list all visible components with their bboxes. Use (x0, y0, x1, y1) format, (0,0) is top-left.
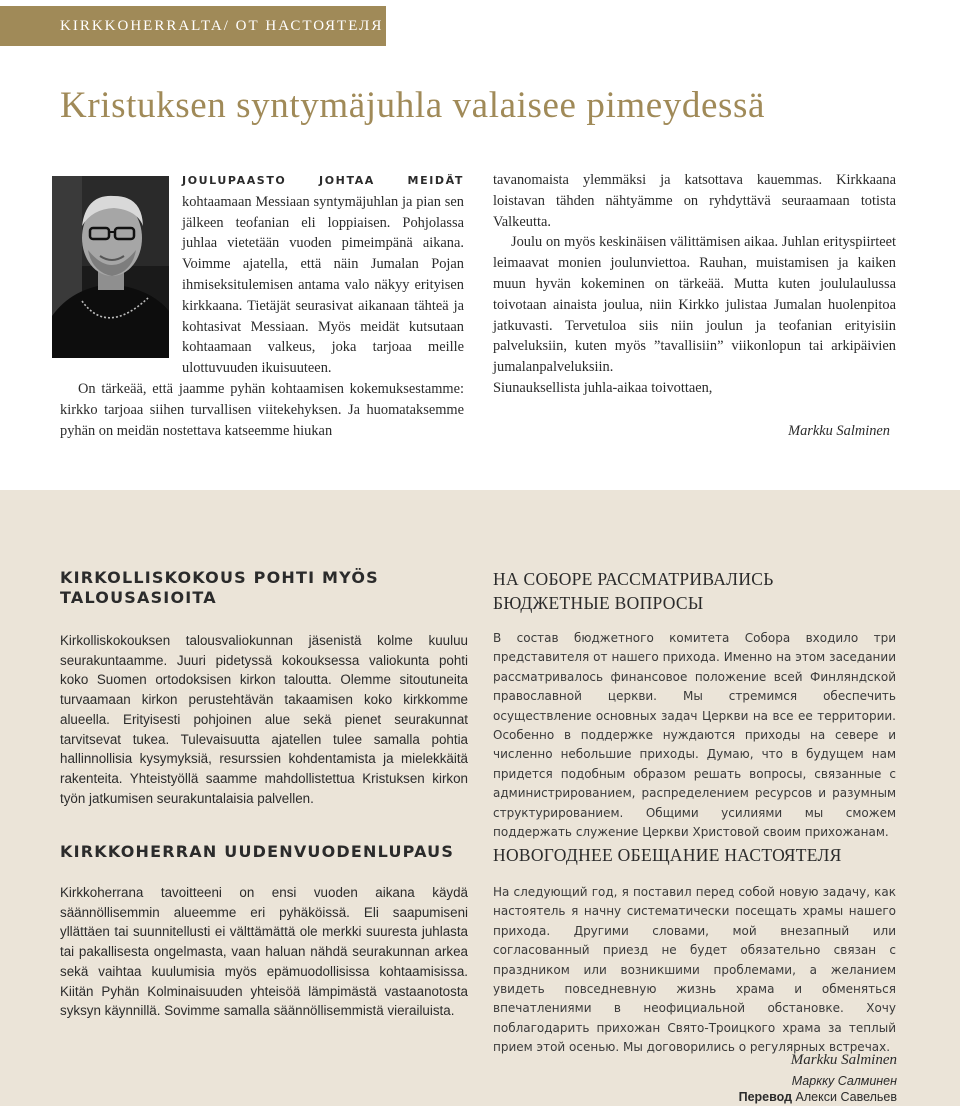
article-column-2 (493, 170, 896, 399)
col1-continuation (60, 379, 464, 441)
translation-label: Перевод (738, 1090, 793, 1104)
author-portrait (52, 176, 169, 358)
lead-in: JOULUPAASTO JOHTAA MEIDÄT (182, 174, 464, 187)
intro-paragraph (182, 170, 464, 379)
signature-fi: Markku Salminen (790, 1052, 897, 1068)
fi-heading-promise: KIRKKOHERRAN UUDENVUODENLUPAUS (60, 842, 455, 861)
fi-heading-council: KIRKOLLISKOKOUS POHTI MYÖS TALOUSASIOITA (60, 568, 379, 607)
col1-paragraph: On tärkeää, että jaamme pyhän kohtaamisen kokemuksestamme: kirkko tarjoaa siihen turvallisen viitekehyksen. Ja huomataksemme pyhän on meidän nostettava katseemme hiukan (60, 381, 464, 439)
ru-heading-council-line2: БЮДЖЕТНЫЕ ВОПРОСЫ (493, 593, 704, 613)
translation-credit (700, 1090, 897, 1104)
col2-paragraph-2: Joulu on myös keskinäisen välittämisen aikaa. Juhlan erityspiirteet leimaavat monien joulunviettoa. Rauhan, muistamisen ja kaiken muun hyvän kokeminen on tärkeää. Mutta kuten joululaulussa toivotaan ainaista joulua, niin Kirkko julistaa Jumalan huolenpitoa jatkuvasti. Tervetuloa siis niin joulun ja teofanian erityisiin palveluksiin, kuten myös ”tavallisiin” viikonlopun tai arkipäivien jumalanpalveluksiin. (493, 234, 896, 376)
col2-paragraph-1: tavanomaista ylemmäksi ja katsottava kauemmas. Kirkkaana loistavan tähden nähtyämme on ryhdyttävä seuraamaan totista Valkeutta. (493, 172, 896, 230)
author-signature: Markku Salminen (788, 423, 890, 439)
section-label: KIRKKOHERRALTA/ ОТ НАСТОЯТЕЛЯ (0, 6, 386, 46)
ru-body-promise: На следующий год, я поставил перед собой новую задачу, как настоятель я начну систематически посещать храмы нашего прихода. Другими словами, мой внезапный или согласованный приезд не будет обязательно связан с праздником или возникшими проблемами, а желанием увидеть повседневную жизнь храма и обменяться впечатлениями в неофициальной обстановке. Хочу поблагодарить прихожан Свято-Троицкого храма за теплый прием этой осенью. Мы договорились о регулярных встречах. (493, 885, 896, 1055)
fi-body-council: Kirkolliskokouksen talousvaliokunnan jäsenistä kolme kuuluu seurakuntaamme. Juuri pidetyssä kokouksessa valiokunta pohti koko Suomen ortodoksisen kirkon taloutta. Olemme sitoutuneita turvaamaan kirkon perustehtävän takaamisen koko kirkkomme alueella. Erityisesti pohjoinen alue sekä pienet seurakunnat tarvitsevat tukea. Tulevaisuutta ajatellen tulee samalla pohtia hallinnollisia kysymyksiä, resurssien kohdentamista ja mielekkäitä rakenteita. Yhteistyöllä saamme mahdollistettua Kristuksen kirkon työn jatkumisen seurakuntalaisia palvellen. (60, 633, 468, 806)
ru-heading-promise: НОВОГОДНЕЕ ОБЕЩАНИЕ НАСТОЯТЕЛЯ (493, 845, 842, 865)
col2-paragraph-3: Siunauksellista juhla-aikaa toivottaen, (493, 379, 713, 396)
signature-ru: Маркку Салминен (791, 1074, 897, 1088)
ru-heading-council-line1: НА СОБОРЕ РАССМАТРИВАЛИСЬ (493, 569, 774, 589)
intro-text: kohtaamaan Messiaan syntymäjuhlan ja pian sen jälkeen teofanian eli loppiaisen. Pohjolassa juhlaa vietetään vuoden pimeimpänä aikana. Voimme ajatella, että näin Jumalan Pojan ihmiseksitulemisen antama valo näkyy erityisen kirkkaana. Tietäjät seurasivat aikanaan tähteä ja kohtasivat Messiaan. Myös meidät kutsutaan kohtaamaan valkeus, joka tarjoaa meille ulottuvuuden ikuisuuteen. (182, 193, 464, 377)
translator-name: Алекси Савельев (795, 1090, 897, 1104)
ru-heading-council (493, 567, 913, 615)
ru-body-council: В состав бюджетного комитета Собора входило три представителя от нашего прихода. Именно на этом заседании рассматривалось финансовое положение всей Финляндской православной церкви. Мы стремимся обеспечить осуществление основных задач Церкви на все ее территории. Особенно в поддержке нуждаются приходы на севере и численно небольшие приходы. Думаю, что в будущем нам придется подобным образом решать вопросы, связанные с администрированием, распределением ресурсов и разумным структурированием. Общими усилиями мы сможем поддержать служение Церкви Христовой своим прихожанам. (493, 631, 896, 840)
headline: Kristuksen syntymäjuhla valaisee pimeydessä (60, 85, 766, 126)
fi-body-promise: Kirkkoherrana tavoitteeni on ensi vuoden aikana käydä säännöllisemmin alueemme eri pyhäköissä. Eli saapumiseni yllättäen tai suunnitellusti ei välttämättä ole merkki suuresta juhlasta tai pakallisesta ongelmasta, vaan haluan nähdä seurakunnan arkea sekä vaihtaa kuulumisia myös epämuodollisissa kohtaamisissa. Kiitän Pyhän Kolminaisuuden yhteisöä lämpimästä vastaanotosta syksyn käynnillä. Sovimme samalla säännöllisemmistä vierailuista. (60, 885, 468, 1019)
